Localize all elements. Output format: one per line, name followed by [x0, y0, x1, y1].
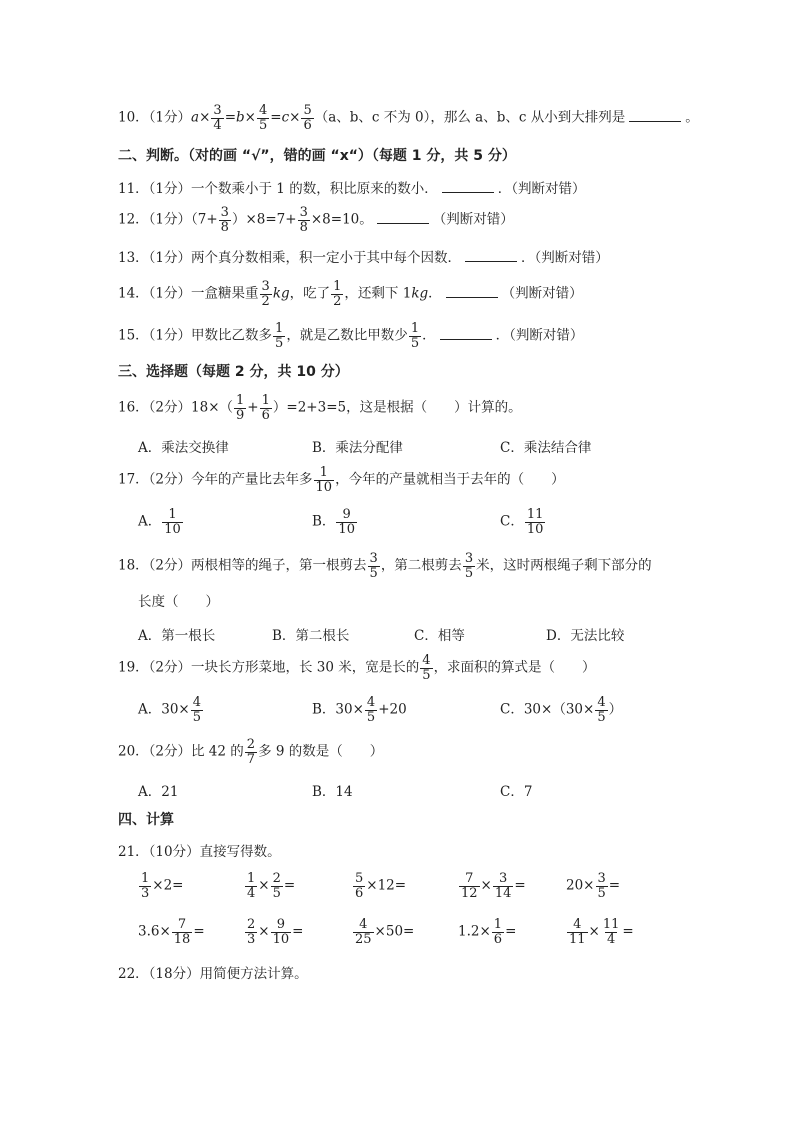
fraction: $\frac{9}{10}$ [338, 507, 355, 537]
q16-option-a[interactable]: A．乘法交换律 [138, 440, 229, 456]
q18-option-d[interactable]: D．无法比较 [546, 628, 625, 644]
fraction: $\frac{1}{5}$ [275, 321, 284, 351]
answer-blank[interactable] [465, 247, 517, 262]
calc-item: $\frac{5}{6}$ ×12= [355, 871, 407, 901]
q20-option-a[interactable]: A．21 [138, 784, 179, 800]
calc-item: $\frac{7}{12}$ × $\frac{3}{14}$ = [461, 871, 526, 901]
calc-item: $\frac{4}{11}$ × $\frac{11}{4}$ = [569, 917, 634, 947]
fraction: $\frac{1}{10}$ [164, 507, 181, 537]
q19-option-a[interactable]: A．30× $\frac{4}{5}$ [138, 695, 202, 725]
fraction: $\frac{11}{10}$ [526, 507, 544, 537]
question-18: 18．（2分）两根相等的绳子，第一根剪去 $\frac{3}{5}$ ，第二根剪去 $\frac{3}{5}$ 米，这时两根绳子剩下部分的 [118, 551, 652, 581]
q16-option-b[interactable]: B．乘法分配律 [312, 440, 403, 456]
fraction: $\frac{1}{10}$ [315, 465, 333, 495]
fraction: $\frac{1}{2}$ [333, 279, 342, 309]
q17-option-a[interactable]: A． $\frac{1}{10}$ [138, 507, 181, 537]
q17-option-c[interactable]: C． $\frac{11}{10}$ [500, 507, 544, 537]
question-19: 19．（2分）一块长方形菜地，长 30 米，宽是长的 $\frac{4}{5}$ ，求面积的算式是（ ） [118, 653, 596, 683]
question-10: 10．（1分）a× $\frac{3}{4}$ =b× $\frac{4}{5}$ =c× $\frac{5}{6}$ （a、b、c 不为 0），那么 a、b、c 从小到大排列是 。 [118, 103, 699, 133]
fraction: $\frac{3}{8}$ [220, 205, 229, 235]
question-20: 20．（2分）比 42 的 $\frac{2}{7}$ 多 9 的数是（ ） [118, 737, 384, 767]
q17-option-b[interactable]: B． $\frac{9}{10}$ [312, 507, 355, 537]
answer-blank[interactable] [629, 107, 681, 122]
answer-blank[interactable] [446, 283, 498, 298]
q18-option-c[interactable]: C．相等 [414, 628, 465, 644]
fraction: $\frac{4}{5}$ [597, 695, 606, 725]
q18-option-a[interactable]: A．第一根长 [138, 628, 216, 644]
question-21: 21．（10分）直接写得数。 [118, 844, 281, 860]
fraction: $\frac{4}{5}$ [366, 695, 376, 725]
fraction: $\frac{5}{6}$ [303, 103, 312, 133]
calc-item: 20× $\frac{3}{5}$ = [566, 871, 621, 901]
fraction: $\frac{1}{9}$ [236, 393, 245, 423]
question-22: 22．（18分）用简便方法计算。 [118, 966, 308, 982]
fraction: $\frac{3}{8}$ [299, 205, 308, 235]
question-12: 12．（1分）（7+ $\frac{3}{8}$ ）×8=7+ $\frac{3}{8}$ ×8=10。 （判断对错） [118, 205, 514, 235]
question-17: 17．（2分）今年的产量比去年多 $\frac{1}{10}$ ，今年的产量就相当于去年的（ ） [118, 465, 565, 495]
q20-option-b[interactable]: B．14 [312, 784, 353, 800]
answer-blank[interactable] [377, 209, 429, 224]
question-16: 16．（2分）18×（ $\frac{1}{9}$ + $\frac{1}{6}$ ）=2+3=5，这是根据（ ）计算的。 [118, 393, 522, 423]
calc-item: $\frac{1}{3}$ ×2= [141, 871, 184, 901]
calc-item: $\frac{4}{25}$ ×50= [355, 917, 415, 947]
fraction: $\frac{3}{4}$ [213, 103, 222, 133]
question-11: 11．（1分）一个数乘小于 1 的数，积比原来的数小． ．（判断对错） [118, 178, 585, 199]
fraction: $\frac{4}{5}$ [258, 103, 268, 133]
section-2-title: 二、判断。（对的画 “√”，错的画 “x“）（每题 1 分，共 5 分） [118, 148, 516, 164]
calc-item: $\frac{1}{4}$ × $\frac{2}{5}$ = [247, 871, 296, 901]
fraction: $\frac{3}{2}$ [261, 279, 270, 309]
question-18-line2: 长度（ ） [138, 594, 219, 610]
fraction: $\frac{1}{5}$ [410, 321, 420, 351]
calc-item: $\frac{2}{3}$ × $\frac{9}{10}$ = [247, 917, 304, 947]
fraction: $\frac{3}{5}$ [369, 551, 378, 581]
answer-blank[interactable] [440, 325, 492, 340]
q19-option-b[interactable]: B．30× $\frac{4}{5}$ +20 [312, 695, 407, 725]
fraction: $\frac{4}{5}$ [192, 695, 202, 725]
q20-option-c[interactable]: C．7 [500, 784, 533, 800]
question-14: 14．（1分）一盒糖果重 $\frac{3}{2}$ kg，吃了 $\frac{1}{2}$ ，还剩下 1kg． （判断对错） [118, 279, 583, 309]
question-15: 15．（1分）甲数比乙数多 $\frac{1}{5}$ ，就是乙数比甲数少 $\frac{1}{5}$ ． ．（判断对错） [118, 321, 584, 351]
calc-item: 1.2× $\frac{1}{6}$ = [458, 917, 517, 947]
fraction: $\frac{4}{5}$ [422, 653, 431, 683]
fraction: $\frac{1}{6}$ [261, 393, 270, 423]
calc-item: 3.6× $\frac{7}{18}$ = [138, 917, 205, 947]
fraction: $\frac{3}{5}$ [464, 551, 474, 581]
section-4-title: 四、计算 [118, 812, 174, 828]
answer-blank[interactable] [442, 178, 494, 193]
q18-option-b[interactable]: B．第二根长 [272, 628, 350, 644]
section-3-title: 三、选择题（每题 2 分，共 10 分） [118, 364, 349, 380]
q19-option-c[interactable]: C．30×（30× $\frac{4}{5}$ ） [500, 695, 623, 725]
q16-option-c[interactable]: C．乘法结合律 [500, 440, 592, 456]
question-13: 13．（1分）两个真分数相乘，积一定小于其中每个因数． ．（判断对错） [118, 247, 609, 268]
fraction: $\frac{2}{7}$ [246, 737, 256, 767]
